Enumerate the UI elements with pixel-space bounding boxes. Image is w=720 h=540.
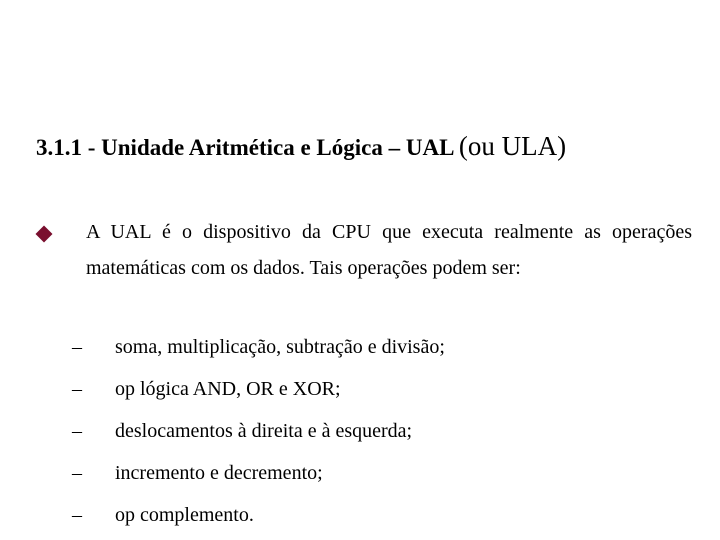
list-item-text: incremento e decremento; xyxy=(115,462,323,484)
list-item-text: op lógica AND, OR e XOR; xyxy=(115,378,341,400)
dash-bullet: – xyxy=(72,420,82,442)
dash-bullet: – xyxy=(72,336,82,358)
slide-title xyxy=(36,128,566,166)
dash-bullet: – xyxy=(72,462,82,484)
list-item xyxy=(72,494,702,536)
list-item xyxy=(72,452,702,494)
sub-bullet-list xyxy=(72,326,702,536)
diamond-bullet-icon xyxy=(36,226,53,243)
list-item xyxy=(72,326,702,368)
slide-title-main: 3.1.1 - Unidade Aritmética e Lógica – UAL xyxy=(36,135,459,160)
list-item xyxy=(72,368,702,410)
dash-bullet: – xyxy=(72,504,82,526)
dash-bullet: – xyxy=(72,378,82,400)
slide-title-suffix: (ou ULA) xyxy=(458,131,567,161)
list-item xyxy=(72,410,702,452)
list-item-text: deslocamentos à direita e à esquerda; xyxy=(115,420,413,442)
list-item-text: op complemento. xyxy=(115,504,254,526)
bullet-paragraph: A UAL é o dispositivo da CPU que executa realmente as operações matemáticas com os dados. Tais operações podem ser: xyxy=(86,221,692,279)
list-item-text: soma, multiplicação, subtração e divisão; xyxy=(115,336,445,358)
